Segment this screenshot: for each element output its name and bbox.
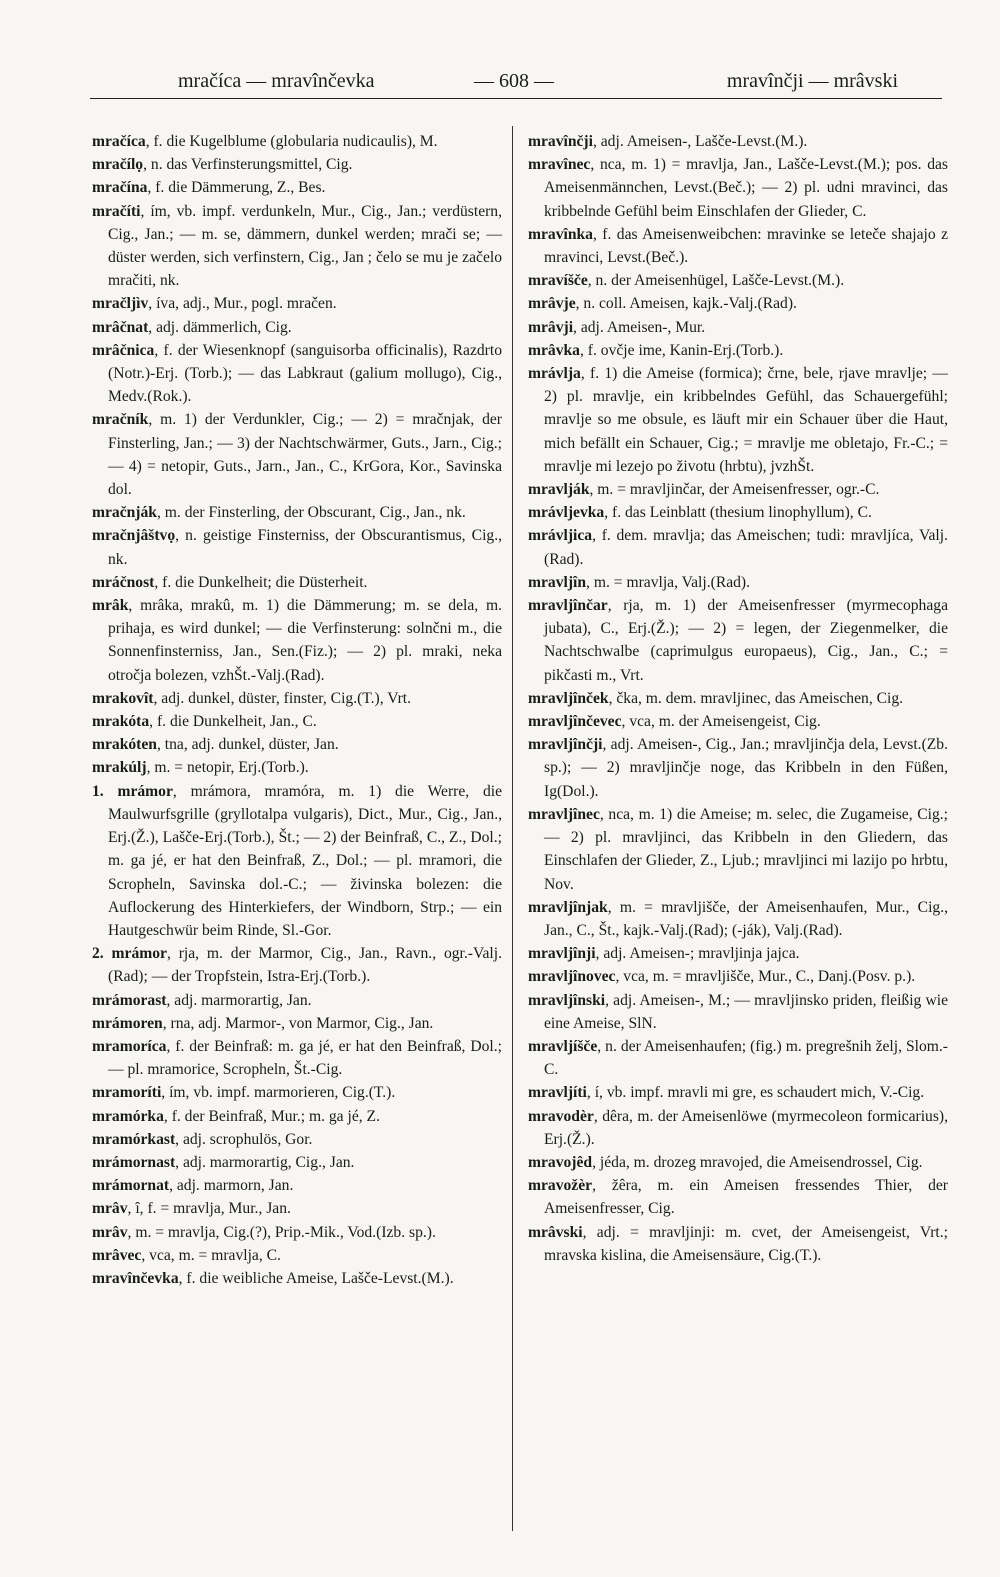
- headword: mravînec: [528, 156, 591, 174]
- dictionary-entry: mrakóten, tna, adj. dunkel, düster, Jan.: [92, 736, 339, 754]
- dictionary-entry: mravlják, m. = mravljinčar, der Ameisenfresser, ogr.-C.: [528, 481, 880, 499]
- dictionary-entry: 1. mrámor, mrámora, mramóra, m. 1) die Werre, die Maulwurfsgrille (gryllotalpa vulgaris), Dict., Mur., Cig., Jan., Erj.(Ž.), Lašče-Erj.(Torb.), Št.; — 2) der Beinfraß, C., Z., Dol.; m. ga jé, er hat den Beinfraß, Z., Dol.; — pl. mramori, die Scropheln, Savinska dol.-C.; — živinska bolezen: die Auflockerung des Hinterkiefers, der Windborn, Strp.; — ein Hautgeschwür beim Rinde, Sl.-Gor.: [92, 782, 502, 939]
- headword: mrávljevka: [528, 504, 605, 522]
- headword: mravljînčevec: [528, 713, 622, 731]
- dictionary-entry: mrâk, mrâka, mrakû, m. 1) die Dämmerung; m. se dela, m. prihaja, es wird dunkel; — die Verfinsterung: solnčni m., die Sonnenfinsterniss, Jan., Sen.(Fiz.); — 2) pl. mraki, neka otročja bolezen, vzhŠt.-Valj.(Rad).: [92, 597, 502, 684]
- headword: mravíšče: [528, 272, 588, 290]
- dictionary-entry: mravljînovec, vca, m. = mravljišče, Mur., C., Danj.(Posv. p.).: [528, 968, 916, 986]
- dictionary-entry: mravljînji, adj. Ameisen-; mravljinja jajca.: [528, 945, 800, 963]
- page-number: — 608 —: [474, 70, 554, 92]
- dictionary-entry: mramoríca, f. der Beinfraß: m. ga jé, er hat den Beinfraß, Dol.; — pl. mramorice, Scropheln, Št.-Cig.: [92, 1037, 502, 1079]
- dictionary-entry: mravojêd, jéda, m. drozeg mravojed, die Ameisendrossel, Cig.: [528, 1153, 923, 1171]
- headword: mračíti: [92, 202, 141, 220]
- headword: mravljînovec: [528, 968, 616, 986]
- headword: mračílọ: [92, 156, 144, 174]
- headword: mračnjâštvọ: [92, 527, 176, 545]
- dictionary-entry: mrâv, m. = mravlja, Cig.(?), Prip.-Mik., Vod.(Izb. sp.).: [92, 1223, 436, 1241]
- headword: mrâvski: [528, 1223, 583, 1241]
- headword: mravljîn: [528, 573, 587, 591]
- headword: mračíca: [92, 133, 146, 150]
- headword: mrâv: [92, 1200, 128, 1218]
- dictionary-entry: mravljînček, čka, m. dem. mravljinec, das Ameischen, Cig.: [528, 689, 904, 707]
- headword: mračnják: [92, 504, 157, 522]
- headword: mrámornat: [92, 1177, 170, 1195]
- dictionary-entry: mrávlja, f. 1) die Ameise (formica); črne, bele, rjave mravlje; — 2) pl. mravlje, ein kribbelndes Gefühl, das Schauergefühl; mravlje so me obsule, es läuft mir ein Schauer über die Haut, mich befällt ein Schauer, Cig.; = mravlje me obletajo, Fr.-C.; = mravlje mi lezejo po životu (hrbtu), jvzhŠt.: [528, 365, 948, 475]
- headword: 1. mrámor: [92, 782, 173, 800]
- headword: mravînka: [528, 225, 593, 243]
- headword: mravljînjak: [528, 898, 608, 916]
- headword: mramoríti: [92, 1084, 162, 1102]
- dictionary-entry: mrâvski, adj. = mravljinji: m. cvet, der Ameisengeist, Vrt.; mravska kislina, die Ameisensäure, Cig.(T.).: [528, 1223, 948, 1264]
- dictionary-entry: mrâčnica, f. der Wiesenknopf (sanguisorba officinalis), Razdrto (Notr.)-Erj. (Torb.); — das Labkraut (galium mollugo), Cig., Medv.(Rok.).: [92, 341, 502, 406]
- dictionary-entry: mravožèr, žêra, m. ein Ameisen fressendes Thier, der Ameisenfresser, Cig.: [528, 1177, 948, 1218]
- headword: mrâčnat: [92, 318, 149, 336]
- headword: mrámornast: [92, 1153, 176, 1171]
- dictionary-entry: mravljînjak, m. = mravljišče, der Ameisenhaufen, Mur., Cig., Jan., C., Št., kajk.-Valj.(Rad); (-ják), Valj.(Rad).: [528, 898, 948, 939]
- dictionary-entry: mramórka, f. der Beinfraß, Mur.; m. ga jé, Z.: [92, 1107, 380, 1125]
- headword: mravînčji: [528, 133, 593, 150]
- dictionary-entry: mračíca, f. die Kugelblume (globularia nudicaulis), M.: [92, 133, 438, 150]
- dictionary-entry: mrámornat, adj. marmorn, Jan.: [92, 1177, 294, 1195]
- headword: mrámoren: [92, 1014, 163, 1032]
- dictionary-entry: mravljînčevec, vca, m. der Ameisengeist, Cig.: [528, 713, 821, 731]
- dictionary-entry: mravljíti, í, vb. impf. mravli mi gre, es schaudert mich, V.-Cig.: [528, 1084, 925, 1102]
- headword: mravlják: [528, 481, 590, 499]
- headword: mračník: [92, 411, 149, 429]
- headword: mravînčevka: [92, 1269, 179, 1287]
- headword: mrávlja: [528, 365, 581, 383]
- headword: mravljînčar: [528, 597, 608, 615]
- headword: mravljînji: [528, 945, 596, 963]
- headword: mračljìv: [92, 295, 149, 313]
- dictionary-entry: mravljîn, m. = mravlja, Valj.(Rad).: [528, 573, 751, 591]
- dictionary-entry: mračína, f. die Dämmerung, Z., Bes.: [92, 179, 326, 197]
- headword: mramórka: [92, 1107, 164, 1125]
- headword: mrakóten: [92, 736, 157, 754]
- headword: mravljíšče: [528, 1037, 598, 1055]
- dictionary-entry: mračílọ, n. das Verfinsterungsmittel, Cig.: [92, 156, 353, 174]
- headword: mravljînski: [528, 991, 606, 1009]
- column-divider: [512, 126, 513, 1531]
- dictionary-entry: mrávljevka, f. das Leinblatt (thesium linophyllum), C.: [528, 504, 872, 522]
- dictionary-entry: mrámoren, rna, adj. Marmor-, von Marmor, Cig., Jan.: [92, 1014, 434, 1032]
- headword: mrâv: [92, 1223, 128, 1241]
- dictionary-entry: mravljíšče, n. der Ameisenhaufen; (fig.) m. pregrešnih želj, Slom.-C.: [528, 1037, 948, 1079]
- headword: mramoríca: [92, 1037, 167, 1055]
- dictionary-entry: mravînec, nca, m. 1) = mravlja, Jan., Lašče-Levst.(M.); pos. das Ameisenmännchen, Levst.(Beč.); — 2) pl. udni mravinci, das kribbelnde Gefühl beim Einschlafen der Glieder, C.: [528, 156, 948, 220]
- dictionary-entry: mramórkast, adj. scrophulös, Gor.: [92, 1130, 313, 1148]
- headword: mračína: [92, 179, 148, 197]
- headword: mrâk: [92, 597, 129, 615]
- dictionary-entry: mráčnost, f. die Dunkelheit; die Düsterheit.: [92, 573, 368, 591]
- headword: mravljînčji: [528, 736, 603, 754]
- headword: mrâvje: [528, 295, 576, 313]
- headword: mrâčnica: [92, 341, 155, 359]
- dictionary-entry: mrâvka, f. ovčje ime, Kanin-Erj.(Torb.).: [528, 341, 784, 359]
- headword: mravljînec: [528, 805, 600, 823]
- dictionary-entry: mravljînčar, rja, m. 1) der Ameisenfresser (myrmecophaga jubata), C., Erj.(Ž.); — 2) = legen, der Ziegenmelker, die Nachtschwalbe (caprimulgus europaeus), Cig., Jan., C.; = pikčasti m., Vrt.: [528, 597, 948, 684]
- dictionary-entry: mračnjâštvọ, n. geistige Finsterniss, der Obscurantismus, Cig., nk.: [92, 527, 502, 568]
- header-right-guideword: mravînčji — mrâvski: [726, 70, 898, 92]
- dictionary-entry: mračíti, ím, vb. impf. verdunkeln, Mur., Cig., Jan.; verdüstern, Cig., Jan.; — m. se, dämmern, dunkel werden; mrači se; — düster werden, sich verfinstern, Cig., Jan ; čelo se mu je začelo mračiti, nk.: [92, 202, 502, 290]
- dictionary-entry: mračnják, m. der Finsterling, der Obscurant, Cig., Jan., nk.: [92, 504, 466, 522]
- headword: mrávljica: [528, 527, 593, 545]
- left-column: [92, 130, 502, 1290]
- headword: mráčnost: [92, 573, 155, 591]
- dictionary-entry: mrakovît, adj. dunkel, düster, finster, Cig.(T.), Vrt.: [92, 689, 412, 707]
- dictionary-entry: mrâvec, vca, m. = mravlja, C.: [92, 1246, 281, 1264]
- headword: 2. mrámor: [92, 945, 167, 963]
- headword: mrâvec: [92, 1246, 142, 1264]
- dictionary-entry: mravînčji, adj. Ameisen-, Lašče-Levst.(M.).: [528, 133, 808, 150]
- dictionary-entry: mračník, m. 1) der Verdunkler, Cig.; — 2) = mračnjak, der Finsterling, Jan.; — 3) der Nachtschwärmer, Guts., Jarn., Cig.; — 4) = netopir, Guts., Jarn., Jan., C., KrGora, Kor., Savinska dol.: [92, 411, 502, 499]
- right-column: [528, 130, 948, 1267]
- dictionary-entry: mravljînec, nca, m. 1) die Ameise; m. selec, die Zugameise, Cig.; — 2) pl. mravljinci, das Kribbeln in den Gliedern, das Einschlafen der Glieder, Z., Ljub.; mravljinci mi lazijo po hrbtu, Nov.: [528, 805, 948, 893]
- headword: mrâvji: [528, 318, 574, 336]
- headword: mrámorast: [92, 991, 167, 1009]
- dictionary-entry: mrâčnat, adj. dämmerlich, Cig.: [92, 318, 292, 336]
- dictionary-entry: mrávljica, f. dem. mravlja; das Ameischen; tudi: mravljíca, Valj.(Rad).: [528, 527, 948, 568]
- headword: mravljíti: [528, 1084, 587, 1102]
- dictionary-entry: mračljìv, íva, adj., Mur., pogl. mračen.: [92, 295, 337, 313]
- headword: mravožèr: [528, 1177, 593, 1195]
- dictionary-entry: 2. mrámor, rja, m. der Marmor, Cig., Jan., Ravn., ogr.-Valj.(Rad); — der Tropfstein, Istra-Erj.(Torb.).: [92, 945, 502, 986]
- dictionary-entry: mrakóta, f. die Dunkelheit, Jan., C.: [92, 713, 317, 731]
- dictionary-entry: mravînčevka, f. die weibliche Ameise, Lašče-Levst.(M.).: [92, 1269, 454, 1287]
- dictionary-entry: mravodèr, dêra, m. der Ameisenlöwe (myrmecoleon formicarius), Erj.(Ž.).: [528, 1107, 948, 1148]
- header-left-guideword: mračíca — mravînčevka: [178, 70, 375, 92]
- dictionary-entry: mravînka, f. das Ameisenweibchen: mravinke se leteče shajajo z mravinci, Levst.(Beč.).: [528, 225, 948, 267]
- page-header: [90, 66, 938, 96]
- dictionary-entry: mrámornast, adj. marmorartig, Cig., Jan.: [92, 1153, 355, 1171]
- dictionary-entry: mravljînski, adj. Ameisen-, M.; — mravljinsko priden, fleißig wie eine Ameise, SlN.: [528, 991, 948, 1032]
- dictionary-entry: mravíšče, n. der Ameisenhügel, Lašče-Levst.(M.).: [528, 272, 845, 290]
- dictionary-entry: mrámorast, adj. marmorartig, Jan.: [92, 991, 312, 1009]
- dictionary-entry: mrâv, î, f. = mravlja, Mur., Jan.: [92, 1200, 291, 1218]
- headword: mravojêd: [528, 1153, 593, 1171]
- headword: mravljînček: [528, 689, 609, 707]
- header-rule: [90, 98, 942, 99]
- headword: mrakovît: [92, 689, 154, 707]
- dictionary-entry: mrâvji, adj. Ameisen-, Mur.: [528, 318, 706, 336]
- dictionary-entry: mrakúlj, m. = netopir, Erj.(Torb.).: [92, 759, 309, 777]
- headword: mrâvka: [528, 341, 580, 359]
- headword: mrakóta: [92, 713, 150, 731]
- dictionary-entry: mramoríti, ím, vb. impf. marmorieren, Cig.(T.).: [92, 1084, 396, 1102]
- dictionary-entry: mravljînčji, adj. Ameisen-, Cig., Jan.; mravljinčja dela, Levst.(Zb. sp.); — 2) mravljinčje noge, das Kribbeln in den Füßen, Ig(Dol.).: [528, 736, 948, 800]
- headword: mramórkast: [92, 1130, 176, 1148]
- dictionary-entry: mrâvje, n. coll. Ameisen, kajk.-Valj.(Rad).: [528, 295, 797, 313]
- headword: mrakúlj: [92, 759, 147, 777]
- headword: mravodèr: [528, 1107, 594, 1125]
